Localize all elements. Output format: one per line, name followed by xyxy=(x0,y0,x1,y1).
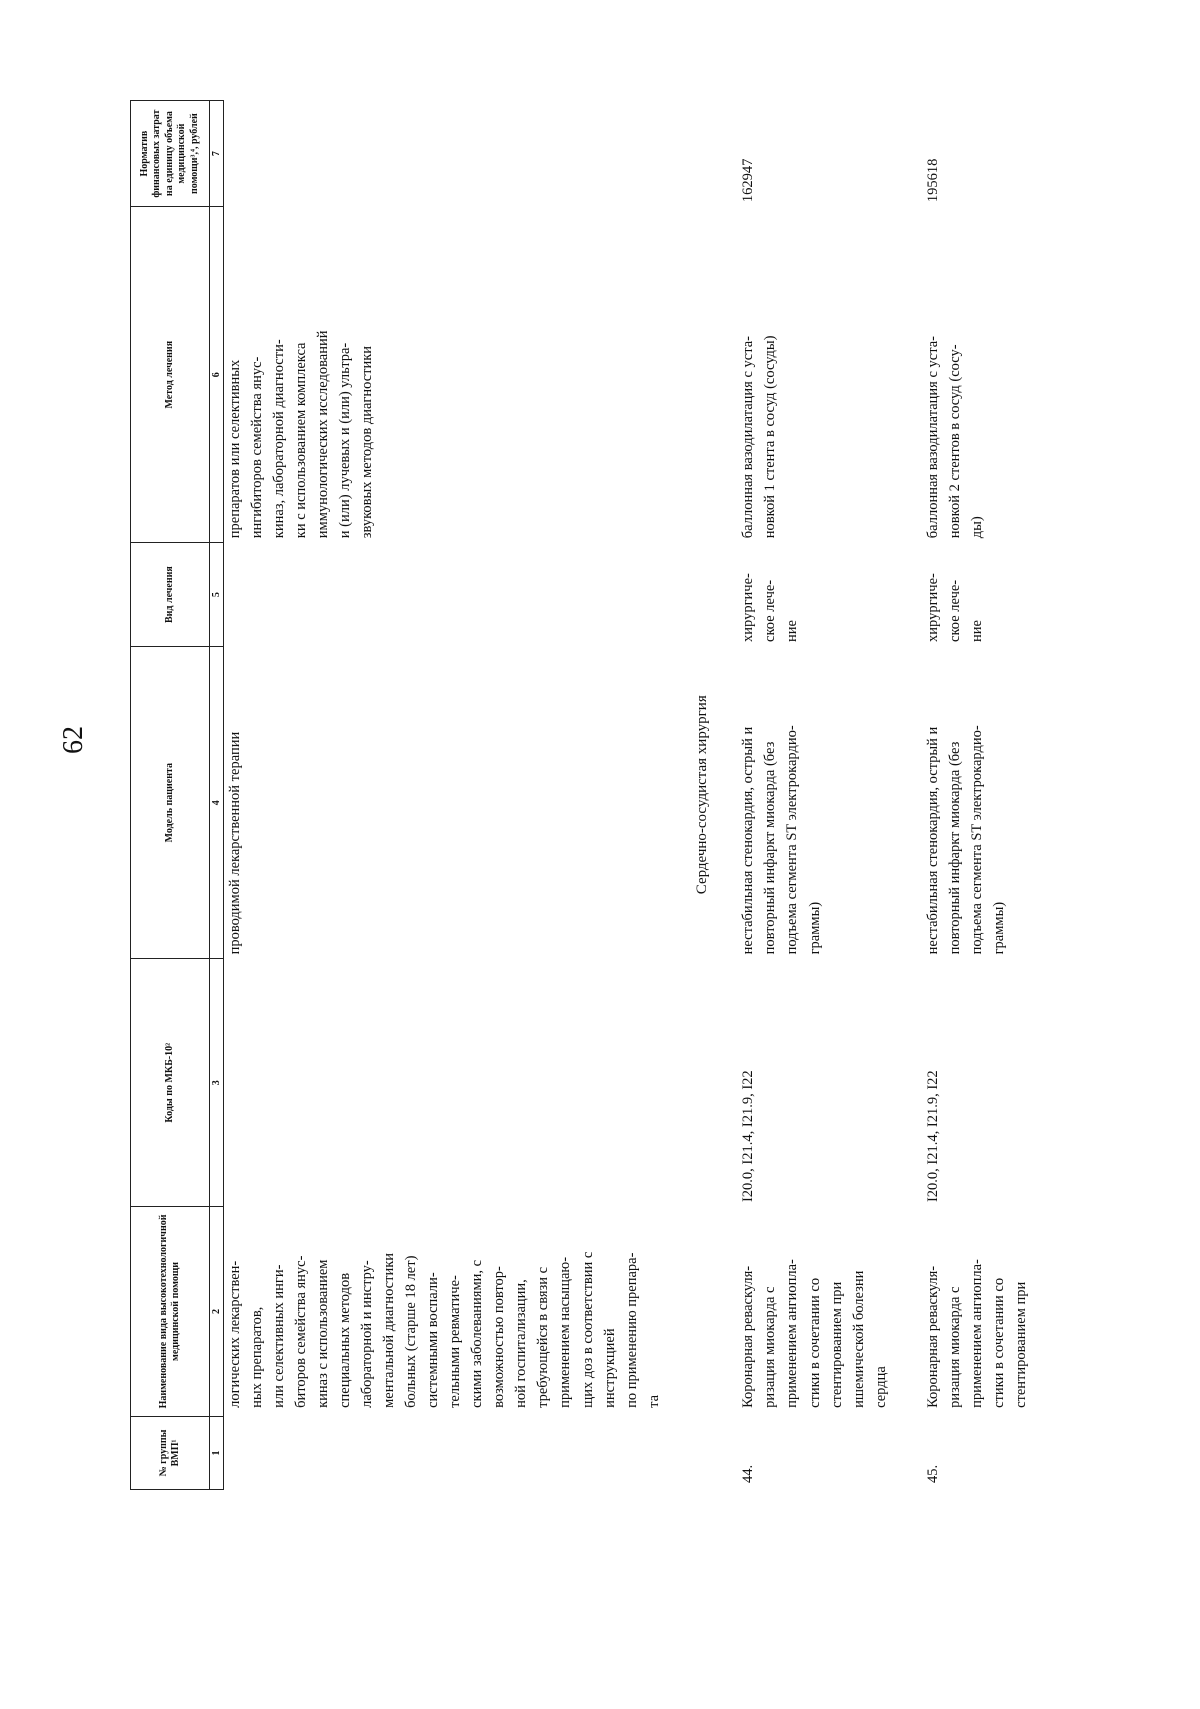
text-line: лабораторной и инстру- xyxy=(359,1260,376,1408)
cost-norm: 195618 xyxy=(924,158,941,203)
header-vmp-name: Наименование вида высокотехнологичной медицинской помощи xyxy=(131,1207,210,1417)
text-line: ризация миокарда с xyxy=(946,1286,963,1408)
header-cost-norm: Норматив финансовых затрат на единицу объема медицинской помощи³,⁴, рублей xyxy=(131,101,210,207)
text-line: биторов семейства янус- xyxy=(293,1255,310,1408)
text-line: ризация миокарда с xyxy=(762,1286,779,1408)
treatment-type xyxy=(918,543,1058,647)
text-line: больных (старше 18 лет) xyxy=(403,1255,420,1408)
column-number-row xyxy=(210,101,224,1490)
treatment-method xyxy=(918,207,1058,543)
patient-model xyxy=(918,646,1058,958)
vmp-name xyxy=(918,1207,1058,1417)
text-line: специальных методов xyxy=(337,1272,354,1408)
continuation-patient-model xyxy=(224,646,665,958)
text-line: нестабильная стенокардия, острый и xyxy=(924,726,941,955)
text-line: ментальной диагностики xyxy=(381,1252,398,1408)
header-treatment-method: Метод лечения xyxy=(131,207,210,543)
table-row xyxy=(918,101,1058,1490)
column-number: 6 xyxy=(210,207,224,543)
text-line: и (или) лучевых и (или) ультра- xyxy=(337,342,354,539)
text-line: требующейся в связи с xyxy=(535,1266,552,1408)
table-header-row xyxy=(131,101,210,1490)
text-line: ды) xyxy=(968,516,985,539)
text-line: по применению препара- xyxy=(623,1252,640,1408)
icd-codes: I20.0, I21.4, I21.9, I22 xyxy=(740,1070,757,1203)
vmp-table xyxy=(130,100,1058,1490)
text-line: ингибиторов семейства янус- xyxy=(249,356,266,539)
text-line: хирургиче- xyxy=(924,573,941,642)
text-line: подъема сегмента ST электрокардио- xyxy=(784,725,801,955)
page-number: 62 xyxy=(58,726,89,754)
patient-model xyxy=(733,646,917,958)
column-number: 7 xyxy=(210,101,224,207)
text-line: стентированием при xyxy=(828,1281,845,1408)
continuation-vmp-name xyxy=(224,1207,665,1417)
section-row xyxy=(665,101,734,1490)
column-number: 2 xyxy=(210,1207,224,1417)
header-group-number: № группы ВМП¹ xyxy=(131,1416,210,1489)
text-line: хирургиче- xyxy=(740,573,757,642)
text-line: тельными ревматиче- xyxy=(447,1275,464,1408)
column-number: 3 xyxy=(210,959,224,1207)
column-number: 4 xyxy=(210,646,224,958)
text-line: граммы) xyxy=(806,901,823,955)
text-line: баллонная вазодилатация с уста- xyxy=(924,336,941,539)
text-line: новкой 1 стента в сосуд (сосуды) xyxy=(762,335,779,539)
text-line: иммунологических исследований xyxy=(315,330,332,539)
group-number: 45. xyxy=(924,1464,941,1483)
text-line: ки с использованием комплекса xyxy=(293,342,310,539)
text-line: нестабильная стенокардия, острый и xyxy=(740,726,757,955)
text-line: ных препаратов, xyxy=(249,1306,266,1408)
text-line: та xyxy=(645,1394,662,1408)
text-line: подъема сегмента ST электрокардио- xyxy=(968,725,985,955)
text-line: щих доз в соответствии с xyxy=(579,1251,596,1408)
continuation-row xyxy=(224,101,665,1490)
header-treatment-type: Вид лечения xyxy=(131,543,210,647)
text-line: Коронарная реваскуля- xyxy=(924,1265,941,1408)
table-row xyxy=(733,101,917,1490)
treatment-type xyxy=(733,543,917,647)
text-line: ние xyxy=(968,620,985,642)
text-line: скими заболеваниями, с xyxy=(469,1259,486,1408)
cost-norm: 162947 xyxy=(740,158,757,203)
text-line: ишемической болезни xyxy=(850,1270,867,1408)
text-line: повторный инфаркт миокарда (без xyxy=(762,741,779,955)
text-line: логических лекарствен- xyxy=(227,1260,243,1408)
text-line: новкой 2 стентов в сосуд (сосу- xyxy=(946,344,963,539)
text-line: Коронарная реваскуля- xyxy=(740,1265,757,1408)
text-line: инструкцией xyxy=(601,1328,618,1408)
text-line: стики в сочетании со xyxy=(990,1277,1007,1408)
text-line: проводимой лекарственной терапии xyxy=(227,731,243,955)
text-line: повторный инфаркт миокарда (без xyxy=(946,741,963,955)
text-line: применением ангиопла- xyxy=(784,1259,801,1408)
text-line: применением насыщаю- xyxy=(557,1256,574,1408)
text-line: или селективных инги- xyxy=(271,1264,288,1408)
header-icd-codes: Коды по МКБ-10² xyxy=(131,959,210,1207)
column-number: 5 xyxy=(210,543,224,647)
text-line: киназ, лабораторной диагности- xyxy=(271,339,288,539)
text-line: звуковых методов диагностики xyxy=(359,345,376,539)
text-line: стики в сочетании со xyxy=(806,1277,823,1408)
continuation-treatment-method xyxy=(224,207,665,543)
column-number: 1 xyxy=(210,1416,224,1489)
text-line: баллонная вазодилатация с уста- xyxy=(740,336,757,539)
text-line: киназ с использованием xyxy=(315,1259,332,1408)
vmp-name xyxy=(733,1207,917,1417)
text-line: ние xyxy=(784,620,801,642)
icd-codes: I20.0, I21.4, I21.9, I22 xyxy=(924,1070,941,1203)
text-line: ной госпитализации, xyxy=(513,1279,530,1408)
text-line: применением ангиопла- xyxy=(968,1259,985,1408)
text-line: стентированием при xyxy=(1012,1281,1029,1408)
group-number: 44. xyxy=(740,1464,757,1483)
text-line: сердца xyxy=(872,1366,889,1408)
text-line: препаратов или селективных xyxy=(227,359,243,539)
text-line: граммы) xyxy=(990,901,1007,955)
header-patient-model: Модель пациента xyxy=(131,646,210,958)
text-line: возможностью повтор- xyxy=(491,1266,508,1408)
treatment-method xyxy=(733,207,917,543)
text-line: ское лече- xyxy=(762,579,779,642)
document-sheet xyxy=(58,0,1130,1510)
section-title: Сердечно-сосудистая хирургия xyxy=(693,695,710,895)
text-line: ское лече- xyxy=(946,579,963,642)
text-line: системными воспали- xyxy=(425,1272,442,1408)
